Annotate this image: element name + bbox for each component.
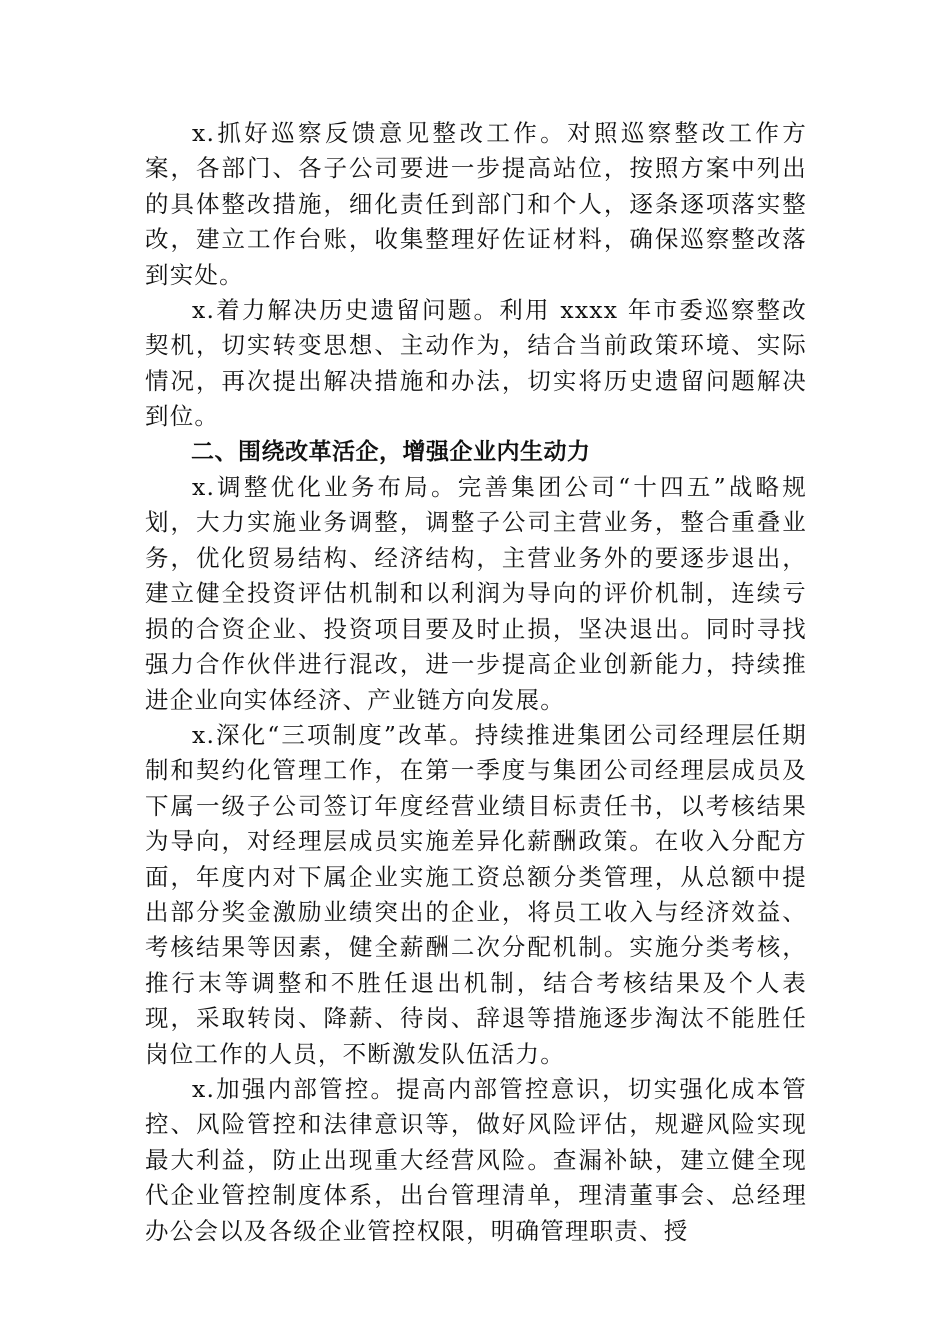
paragraph-business-layout: x.调整优化业务布局。完善集团公司“十四五”战略规划，大力实施业务调整，调整子公司主营业务，整合重叠业务，优化贸易结构、经济结构，主营业务外的要逐步退出，建立健全投资评估机制和以利润为导向的评价机制，连续亏损的合资企业、投资项目要及时止损，坚决退出。同时寻找强力合作伙伴进行混改，进一步提高企业创新能力，持续推进企业向实体经济、产业链方向发展。	[145, 473, 807, 714]
paragraph-historical-issues: x.着力解决历史遗留问题。利用 xxxx 年市委巡察整改契机，切实转变思想、主动作为，结合当前政策环境、实际情况，再次提出解决措施和办法，切实将历史遗留问题解决到位。	[145, 296, 807, 431]
paragraph-internal-control: x.加强内部管控。提高内部管控意识，切实强化成本管控、风险管控和法律意识等，做好风险评估，规避风险实现最大利益，防止出现重大经营风险。查漏补缺，建立健全现代企业管控制度体系，出台管理清单，理清董事会、总经理办公会以及各级企业管控权限，明确管理职责、授	[145, 1074, 807, 1245]
paragraph-rectification: x.抓好巡察反馈意见整改工作。对照巡察整改工作方案，各部门、各子公司要进一步提高站位，按照方案中列出的具体整改措施，细化责任到部门和个人，逐条逐项落实整改，建立工作台账，收集整理好佐证材料，确保巡察整改落到实处。	[145, 119, 807, 289]
paragraph-three-systems-reform: x.深化“三项制度”改革。持续推进集团公司经理层任期制和契约化管理工作，在第一季度与集团公司经理层成员及下属一级子公司签订年度经营业绩目标责任书，以考核结果为导向，对经理层成员实施差异化薪酬政策。在收入分配方面，年度内对下属企业实施工资总额分类管理，从总额中提出部分奖金激励业绩突出的企业，将员工收入与经济效益、考核结果等因素，健全薪酬二次分配机制。实施分类考核，推行末等调整和不胜任退出机制，结合考核结果及个人表现，采取转岗、降薪、待岗、辞退等措施逐步淘汰不能胜任岗位工作的人员，不断激发队伍活力。	[145, 720, 807, 1068]
document-page	[145, 116, 807, 1249]
section-heading: 二、围绕改革活企，增强企业内生动力	[191, 438, 591, 465]
